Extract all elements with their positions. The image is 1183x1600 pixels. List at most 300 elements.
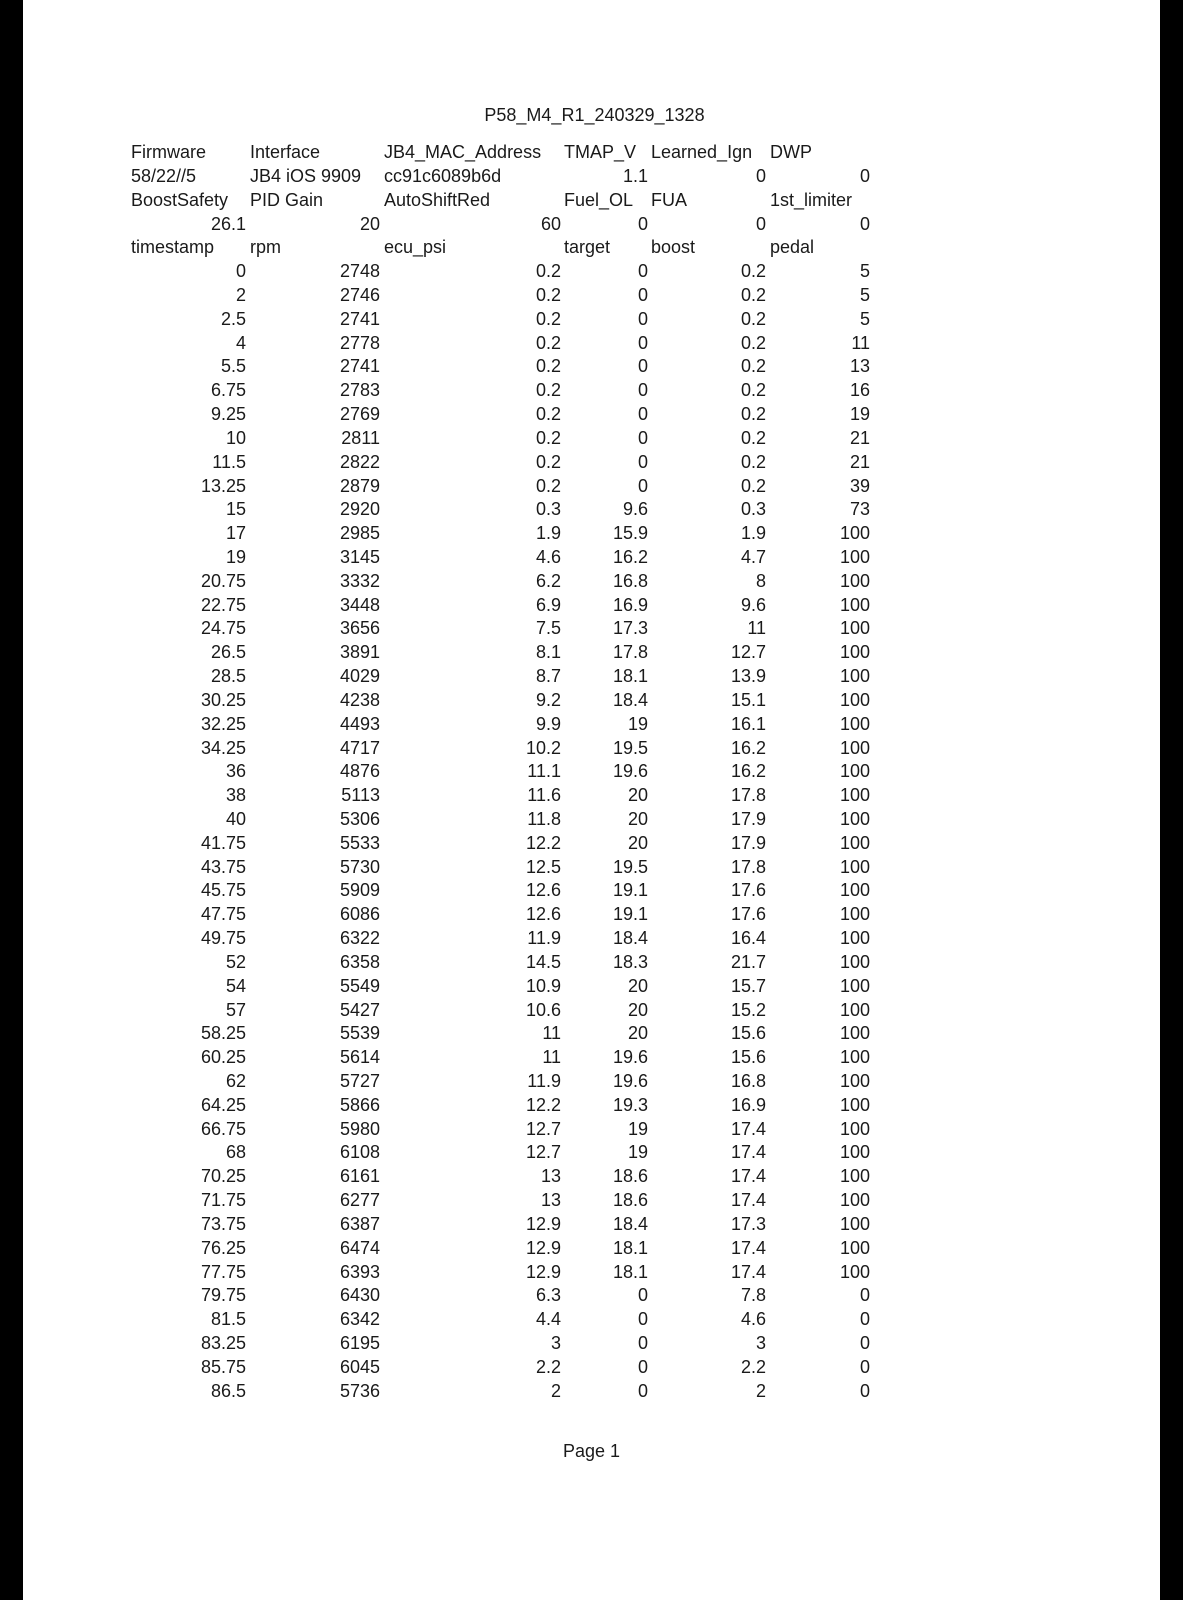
table-cell: 2748	[339, 261, 380, 282]
table-row	[23, 1213, 1160, 1235]
table-cell: 18.3	[612, 951, 648, 972]
table-cell: 11.8	[527, 809, 561, 829]
table-cell: 13.9	[730, 666, 766, 686]
document-page	[23, 0, 1160, 1600]
table-cell: 0.2	[535, 332, 561, 353]
table-cell: 100	[839, 1118, 870, 1139]
table-cell: 26.5	[210, 642, 246, 663]
table-cell: 0	[637, 332, 648, 353]
table-cell: 6195	[339, 1333, 380, 1353]
table-row	[23, 1094, 1160, 1116]
header-info-row	[23, 141, 1160, 163]
table-cell: 16	[849, 380, 870, 401]
table-cell: 17.4	[730, 1190, 766, 1211]
table-cell: 100	[839, 928, 870, 949]
table-cell: 2769	[339, 404, 380, 424]
table-cell: 100	[839, 951, 870, 972]
column-header: timestamp	[131, 237, 215, 258]
table-cell: 71.75	[200, 1190, 246, 1211]
table-cell: 0	[235, 261, 246, 282]
table-cell: 5736	[339, 1380, 380, 1401]
field-value: 58/22//5	[131, 165, 197, 186]
table-cell: 0	[637, 380, 648, 401]
table-cell: 4717	[339, 737, 380, 758]
table-row	[23, 522, 1160, 544]
field-value: cc91c6089b6d	[384, 165, 502, 186]
table-cell: 0	[637, 1333, 648, 1353]
table-cell: 18.4	[612, 1213, 648, 1234]
table-cell: 41.75	[200, 832, 246, 853]
table-cell: 16.2	[730, 737, 766, 758]
table-row	[23, 951, 1160, 973]
table-row	[23, 1332, 1160, 1354]
table-row	[23, 427, 1160, 449]
table-cell: 5113	[341, 785, 380, 806]
table-cell: 6387	[339, 1213, 380, 1234]
table-cell: 18.4	[612, 689, 648, 710]
table-cell: 6393	[339, 1261, 380, 1282]
table-cell: 4238	[339, 689, 380, 710]
table-row	[23, 760, 1160, 782]
table-row	[23, 1189, 1160, 1211]
table-cell: 20	[627, 999, 648, 1020]
table-cell: 3891	[339, 642, 380, 663]
table-cell: 12.9	[525, 1213, 561, 1234]
table-cell: 6342	[339, 1309, 380, 1330]
table-cell: 0	[637, 404, 648, 424]
table-cell: 11	[542, 1023, 561, 1044]
table-cell: 5	[859, 308, 870, 329]
table-cell: 17.8	[612, 642, 648, 663]
table-cell: 24.75	[200, 618, 246, 639]
column-header: target	[564, 237, 611, 258]
table-cell: 2811	[341, 427, 380, 448]
table-cell: 0	[859, 1309, 870, 1330]
table-row	[23, 1046, 1160, 1068]
table-cell: 2879	[339, 475, 380, 496]
table-row	[23, 665, 1160, 687]
table-cell: 0.2	[740, 284, 766, 305]
table-cell: 18.6	[612, 1190, 648, 1211]
table-cell: 10	[225, 427, 246, 448]
table-cell: 12.6	[525, 904, 561, 925]
table-cell: 13.25	[200, 475, 246, 496]
table-cell: 11.9	[527, 1071, 561, 1091]
table-cell: 0.2	[535, 284, 561, 305]
table-row	[23, 784, 1160, 806]
table-cell: 100	[839, 1166, 870, 1187]
table-cell: 45.75	[200, 880, 246, 901]
table-cell: 13	[540, 1190, 561, 1211]
column-header: pedal	[770, 237, 815, 258]
table-cell: 6086	[339, 904, 380, 925]
table-cell: 20	[627, 832, 648, 853]
table-row	[23, 1380, 1160, 1402]
table-cell: 19.1	[612, 880, 648, 901]
table-cell: 21	[849, 451, 870, 472]
table-cell: 9.9	[535, 713, 561, 734]
table-cell: 68	[225, 1142, 246, 1163]
table-cell: 0	[637, 1285, 648, 1306]
table-cell: 2.5	[220, 308, 246, 329]
table-cell: 1.9	[535, 523, 561, 544]
table-cell: 21	[849, 427, 870, 448]
table-cell: 0	[859, 1285, 870, 1306]
table-cell: 22.75	[200, 594, 246, 615]
table-cell: 100	[839, 523, 870, 544]
table-cell: 100	[839, 832, 870, 853]
table-row	[23, 1237, 1160, 1259]
table-cell: 57	[225, 999, 246, 1020]
column-header: boost	[651, 237, 696, 258]
table-cell: 0.2	[535, 261, 561, 282]
field-value: 0	[859, 213, 870, 234]
table-cell: 2778	[339, 332, 380, 353]
table-cell: 19	[627, 713, 648, 734]
table-cell: 0.2	[740, 451, 766, 472]
table-row	[23, 498, 1160, 520]
table-cell: 85.75	[200, 1356, 246, 1377]
table-cell: 0.2	[740, 404, 766, 424]
table-cell: 7.5	[535, 618, 561, 639]
table-cell: 38	[225, 785, 246, 806]
table-cell: 0.2	[740, 261, 766, 282]
table-cell: 11	[851, 332, 870, 353]
table-cell: 5306	[339, 809, 380, 829]
table-cell: 100	[839, 999, 870, 1020]
table-cell: 5727	[339, 1071, 380, 1091]
table-cell: 15	[225, 499, 246, 520]
table-cell: 6161	[339, 1166, 380, 1187]
field-value: 20	[359, 213, 380, 234]
table-cell: 2920	[339, 499, 380, 520]
table-cell: 15.6	[730, 1047, 766, 1068]
table-cell: 0.2	[740, 332, 766, 353]
header-info-row	[23, 165, 1160, 187]
table-cell: 34.25	[200, 737, 246, 758]
table-cell: 4029	[339, 666, 380, 686]
table-cell: 0	[637, 451, 648, 472]
table-cell: 66.75	[200, 1118, 246, 1139]
field-label: Firmware	[131, 142, 206, 162]
table-row	[23, 1261, 1160, 1283]
table-cell: 30.25	[200, 689, 246, 710]
table-cell: 5730	[339, 856, 380, 877]
table-cell: 6322	[339, 928, 380, 949]
table-cell: 20	[627, 785, 648, 806]
table-cell: 0	[637, 308, 648, 329]
table-cell: 15.9	[612, 523, 648, 544]
table-cell: 83.25	[200, 1333, 246, 1353]
field-label: Fuel_OL	[564, 189, 634, 210]
table-cell: 16.2	[612, 546, 648, 567]
table-cell: 2985	[339, 523, 380, 544]
table-row	[23, 355, 1160, 377]
page-number: Page 1	[562, 1441, 621, 1461]
field-value: 1.1	[622, 165, 648, 186]
table-cell: 100	[839, 975, 870, 996]
table-cell: 9.25	[210, 404, 246, 424]
table-cell: 12.9	[525, 1261, 561, 1282]
table-cell: 17.4	[730, 1142, 766, 1163]
table-cell: 19.3	[612, 1094, 648, 1115]
field-label: TMAP_V	[564, 142, 637, 162]
table-cell: 17.4	[730, 1237, 766, 1258]
table-cell: 0.2	[535, 404, 561, 424]
table-cell: 2822	[339, 451, 380, 472]
field-label: 1st_limiter	[770, 189, 853, 210]
table-cell: 0.2	[535, 308, 561, 329]
table-cell: 16.9	[730, 1094, 766, 1115]
table-cell: 5549	[339, 975, 380, 996]
table-cell: 0	[859, 1380, 870, 1401]
table-cell: 7.8	[740, 1285, 766, 1306]
table-cell: 11.5	[212, 451, 246, 472]
table-cell: 2	[550, 1380, 561, 1401]
table-cell: 100	[839, 1094, 870, 1115]
table-cell: 0	[637, 427, 648, 448]
table-cell: 20	[627, 809, 648, 829]
table-cell: 6474	[339, 1237, 380, 1258]
table-row	[23, 1284, 1160, 1306]
table-cell: 77.75	[200, 1261, 246, 1282]
table-cell: 5866	[339, 1094, 380, 1115]
table-cell: 16.2	[730, 761, 766, 782]
table-row	[23, 856, 1160, 878]
field-value: 0	[637, 213, 648, 234]
table-row	[23, 308, 1160, 330]
table-row	[23, 1165, 1160, 1187]
table-cell: 17.6	[730, 880, 766, 901]
table-row	[23, 546, 1160, 568]
table-cell: 0.2	[740, 308, 766, 329]
table-cell: 6277	[339, 1190, 380, 1211]
field-label: AutoShiftRed	[384, 189, 491, 210]
table-cell: 6045	[339, 1356, 380, 1377]
table-row	[23, 689, 1160, 711]
table-cell: 3	[755, 1333, 766, 1353]
table-cell: 17.3	[730, 1213, 766, 1234]
table-cell: 12.6	[525, 880, 561, 901]
table-cell: 19	[627, 1118, 648, 1139]
table-cell: 18.6	[612, 1166, 648, 1187]
table-cell: 12.9	[525, 1237, 561, 1258]
table-cell: 1.9	[740, 523, 766, 544]
table-row	[23, 1070, 1160, 1092]
table-row	[23, 903, 1160, 925]
table-cell: 4876	[339, 761, 380, 782]
table-cell: 100	[839, 880, 870, 901]
table-cell: 64.25	[200, 1094, 246, 1115]
table-cell: 9.6	[622, 499, 648, 520]
table-cell: 18.1	[612, 1261, 648, 1282]
table-cell: 11	[542, 1047, 561, 1068]
table-cell: 62	[225, 1071, 246, 1091]
table-cell: 19.6	[612, 1071, 648, 1091]
table-row	[23, 808, 1160, 830]
table-cell: 100	[839, 666, 870, 686]
table-cell: 4.6	[535, 546, 561, 567]
table-cell: 0	[637, 1356, 648, 1377]
table-cell: 6.2	[535, 570, 561, 591]
table-cell: 21.7	[730, 951, 766, 972]
table-cell: 14.5	[525, 951, 561, 972]
table-cell: 70.25	[200, 1166, 246, 1187]
table-cell: 2783	[339, 380, 380, 401]
table-cell: 100	[839, 546, 870, 567]
table-cell: 0.3	[740, 499, 766, 520]
field-value: 60	[540, 213, 561, 234]
table-row	[23, 713, 1160, 735]
table-cell: 8	[755, 570, 766, 591]
table-cell: 2	[235, 284, 246, 305]
table-row	[23, 594, 1160, 616]
table-cell: 3145	[339, 546, 380, 567]
table-cell: 4.7	[740, 546, 766, 567]
table-cell: 76.25	[200, 1237, 246, 1258]
table-cell: 100	[839, 689, 870, 710]
table-row	[23, 999, 1160, 1021]
field-value: 0	[859, 165, 870, 186]
table-cell: 0	[637, 475, 648, 496]
table-cell: 17.8	[730, 785, 766, 806]
table-cell: 100	[839, 785, 870, 806]
table-cell: 15.6	[730, 1023, 766, 1044]
table-cell: 12.5	[525, 856, 561, 877]
table-cell: 19.5	[612, 737, 648, 758]
table-cell: 18.1	[612, 666, 648, 686]
table-cell: 0.2	[740, 356, 766, 377]
table-cell: 100	[839, 1213, 870, 1234]
table-cell: 19	[627, 1142, 648, 1163]
table-row	[23, 737, 1160, 759]
table-cell: 100	[839, 1190, 870, 1211]
table-cell: 17.4	[730, 1118, 766, 1139]
table-cell: 4	[235, 332, 246, 353]
table-cell: 11.1	[527, 761, 561, 782]
table-row	[23, 570, 1160, 592]
table-cell: 5427	[339, 999, 380, 1020]
table-cell: 100	[839, 594, 870, 615]
table-cell: 8.7	[535, 666, 561, 686]
table-cell: 4493	[339, 713, 380, 734]
table-cell: 18.4	[612, 928, 648, 949]
table-cell: 100	[839, 618, 870, 639]
field-label: BoostSafety	[131, 189, 229, 210]
table-row	[23, 832, 1160, 854]
table-cell: 2746	[339, 284, 380, 305]
table-row	[23, 379, 1160, 401]
table-cell: 0.2	[535, 356, 561, 377]
table-cell: 0.2	[740, 427, 766, 448]
table-cell: 73	[849, 499, 870, 520]
field-label: Learned_Ign	[651, 142, 753, 162]
table-row	[23, 475, 1160, 497]
table-cell: 2.2	[535, 1356, 561, 1377]
table-cell: 47.75	[200, 904, 246, 925]
field-label: DWP	[770, 142, 812, 162]
table-cell: 4.6	[740, 1309, 766, 1330]
table-cell: 11.9	[527, 928, 561, 949]
table-cell: 58.25	[200, 1023, 246, 1044]
table-cell: 5.5	[220, 356, 246, 377]
table-cell: 19.1	[612, 904, 648, 925]
table-cell: 0.2	[740, 380, 766, 401]
field-label: PID Gain	[250, 189, 324, 210]
table-cell: 15.1	[730, 689, 766, 710]
table-cell: 54	[225, 975, 246, 996]
table-row	[23, 617, 1160, 639]
table-cell: 79.75	[200, 1285, 246, 1306]
table-cell: 100	[839, 856, 870, 877]
table-cell: 18.1	[612, 1237, 648, 1258]
table-cell: 17.8	[730, 856, 766, 877]
table-cell: 20	[627, 1023, 648, 1044]
table-cell: 20.75	[200, 570, 246, 591]
table-cell: 17.9	[730, 832, 766, 853]
table-cell: 0	[637, 1380, 648, 1401]
table-cell: 13	[849, 356, 870, 377]
table-cell: 19.5	[612, 856, 648, 877]
table-cell: 2.2	[740, 1356, 766, 1377]
table-row	[23, 1022, 1160, 1044]
table-cell: 5	[859, 284, 870, 305]
table-cell: 19	[225, 546, 246, 567]
column-header: rpm	[250, 237, 281, 258]
table-cell: 0	[859, 1356, 870, 1377]
table-cell: 13	[540, 1166, 561, 1187]
table-cell: 10.6	[525, 999, 561, 1020]
table-cell: 6430	[339, 1285, 380, 1306]
table-cell: 2741	[339, 356, 380, 377]
table-cell: 6.3	[535, 1285, 561, 1306]
table-cell: 17.4	[730, 1166, 766, 1187]
table-cell: 10.9	[525, 975, 561, 996]
header-info-row	[23, 213, 1160, 235]
table-cell: 100	[839, 1071, 870, 1091]
table-row	[23, 927, 1160, 949]
table-cell: 11.6	[527, 785, 561, 806]
table-row	[23, 332, 1160, 354]
table-cell: 20	[627, 975, 648, 996]
table-cell: 16.1	[730, 713, 766, 734]
table-cell: 39	[849, 475, 870, 496]
table-cell: 19.6	[612, 761, 648, 782]
table-cell: 28.5	[210, 666, 246, 686]
field-value: 0	[755, 213, 766, 234]
table-row	[23, 451, 1160, 473]
table-row	[23, 260, 1160, 282]
field-value: 0	[755, 165, 766, 186]
table-cell: 6.75	[210, 380, 246, 401]
table-cell: 5909	[339, 880, 380, 901]
field-label: Interface	[250, 142, 321, 162]
table-cell: 100	[839, 642, 870, 663]
table-row	[23, 879, 1160, 901]
table-row	[23, 1141, 1160, 1163]
table-header-row	[23, 236, 1160, 258]
table-cell: 6358	[339, 951, 380, 972]
table-cell: 12.7	[525, 1118, 561, 1139]
table-cell: 16.8	[612, 570, 648, 591]
field-value: JB4 iOS 9909	[250, 165, 362, 186]
table-cell: 100	[839, 809, 870, 829]
table-row	[23, 641, 1160, 663]
document-title: P58_M4_R1_240329_1328	[484, 105, 705, 125]
table-cell: 12.7	[525, 1142, 561, 1163]
table-cell: 5980	[339, 1118, 380, 1139]
table-cell: 0.3	[535, 499, 561, 520]
